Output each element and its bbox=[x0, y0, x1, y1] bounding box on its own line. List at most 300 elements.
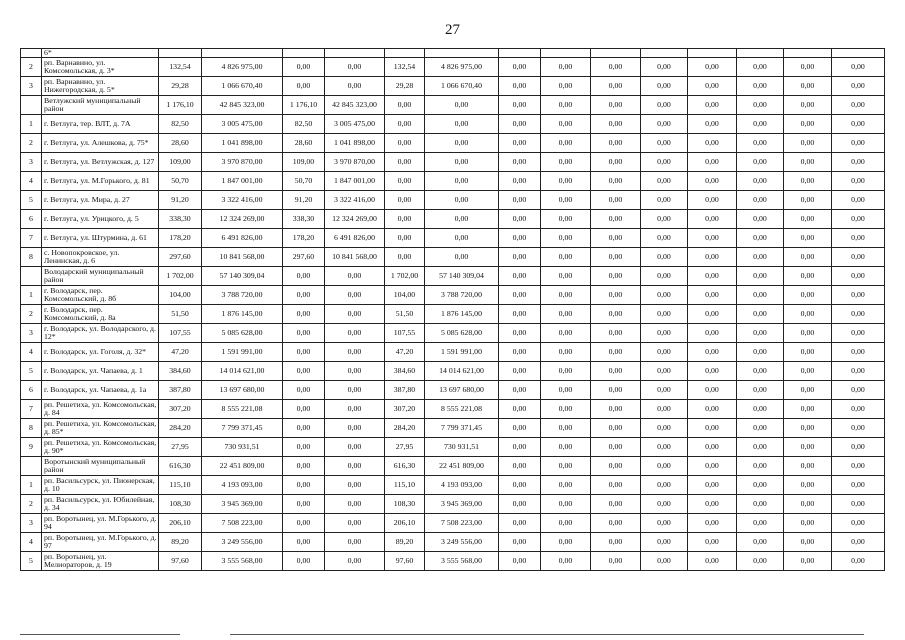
value-cell: 0,00 bbox=[385, 96, 425, 115]
value-cell: 1 702,00 bbox=[159, 267, 202, 286]
value-cell: 0,00 bbox=[832, 191, 885, 210]
value-cell: 0,00 bbox=[784, 457, 832, 476]
value-cell: 0,00 bbox=[425, 229, 499, 248]
document-sheet bbox=[20, 48, 864, 571]
value-cell: 1 176,10 bbox=[159, 96, 202, 115]
value-cell: 0,00 bbox=[784, 533, 832, 552]
value-cell: 0,00 bbox=[737, 210, 784, 229]
address-cell: Воротынский муниципальный район bbox=[42, 457, 159, 476]
address-cell: рп. Воротынец, ул. М.Горького, д. 97 bbox=[42, 533, 159, 552]
value-cell: 7 508 223,00 bbox=[425, 514, 499, 533]
value-cell: 0,00 bbox=[832, 381, 885, 400]
value-cell: 115,10 bbox=[159, 476, 202, 495]
row-number-cell bbox=[21, 267, 42, 286]
table-row bbox=[21, 58, 885, 77]
value-cell: 0,00 bbox=[737, 533, 784, 552]
address-cell: г. Володарск, ул. Гоголя, д. 32* bbox=[42, 343, 159, 362]
value-cell: 0,00 bbox=[784, 267, 832, 286]
value-cell: 0,00 bbox=[283, 400, 325, 419]
value-cell: 89,20 bbox=[385, 533, 425, 552]
value-cell: 0,00 bbox=[641, 248, 688, 267]
address-cell: рп. Решетиха, ул. Комсомольская, д. 85* bbox=[42, 419, 159, 438]
value-cell: 1 066 670,40 bbox=[202, 77, 283, 96]
value-cell: 0,00 bbox=[325, 324, 385, 343]
address-cell: рп. Решетиха, ул. Комсомольская, д. 90* bbox=[42, 438, 159, 457]
page-number: 27 bbox=[445, 22, 460, 38]
value-cell: 0,00 bbox=[784, 58, 832, 77]
value-cell: 3 970 870,00 bbox=[202, 153, 283, 172]
value-cell: 3 249 556,00 bbox=[202, 533, 283, 552]
value-cell: 0,00 bbox=[499, 77, 541, 96]
value-cell: 0,00 bbox=[325, 514, 385, 533]
value-cell: 0,00 bbox=[784, 305, 832, 324]
value-cell: 0,00 bbox=[737, 495, 784, 514]
value-cell: 0,00 bbox=[737, 96, 784, 115]
address-cell: рп. Воротынец, ул. М.Горького, д. 94 bbox=[42, 514, 159, 533]
table-row bbox=[21, 172, 885, 191]
value-cell: 0,00 bbox=[641, 134, 688, 153]
value-cell: 1 876 145,00 bbox=[202, 305, 283, 324]
value-cell: 0,00 bbox=[591, 248, 641, 267]
value-cell: 1 591 991,00 bbox=[425, 343, 499, 362]
value-cell: 0,00 bbox=[784, 495, 832, 514]
value-cell: 0,00 bbox=[784, 381, 832, 400]
row-number-cell: 4 bbox=[21, 343, 42, 362]
value-cell: 0,00 bbox=[425, 153, 499, 172]
value-cell: 0,00 bbox=[832, 115, 885, 134]
value-cell: 0,00 bbox=[832, 438, 885, 457]
value-cell: 0,00 bbox=[784, 552, 832, 571]
value-cell: 1 702,00 bbox=[385, 267, 425, 286]
value-cell: 387,80 bbox=[159, 381, 202, 400]
value-cell: 29,28 bbox=[385, 77, 425, 96]
value-cell: 0,00 bbox=[591, 286, 641, 305]
value-cell: 0,00 bbox=[541, 476, 591, 495]
value-cell: 0,00 bbox=[591, 191, 641, 210]
value-cell: 0,00 bbox=[688, 248, 737, 267]
value-cell: 387,80 bbox=[385, 381, 425, 400]
address-cell: г. Ветлуга, ул. М.Горького, д. 81 bbox=[42, 172, 159, 191]
value-cell: 0,00 bbox=[541, 305, 591, 324]
value-cell: 297,60 bbox=[283, 248, 325, 267]
address-cell: г. Володарск, ул. Чапаева, д. 1а bbox=[42, 381, 159, 400]
value-cell: 4 193 093,00 bbox=[202, 476, 283, 495]
value-cell: 0,00 bbox=[737, 77, 784, 96]
value-cell: 0,00 bbox=[641, 172, 688, 191]
value-cell: 0,00 bbox=[641, 457, 688, 476]
value-cell: 0,00 bbox=[641, 552, 688, 571]
value-cell: 29,28 bbox=[159, 77, 202, 96]
value-cell: 0,00 bbox=[832, 419, 885, 438]
table-row bbox=[21, 267, 885, 286]
value-cell: 5 085 628,00 bbox=[425, 324, 499, 343]
value-cell: 0,00 bbox=[541, 419, 591, 438]
value-cell: 0,00 bbox=[832, 210, 885, 229]
value-cell: 5 085 628,00 bbox=[202, 324, 283, 343]
value-cell: 0,00 bbox=[499, 96, 541, 115]
value-cell: 0,00 bbox=[832, 286, 885, 305]
value-cell: 12 324 269,00 bbox=[202, 210, 283, 229]
value-cell: 0,00 bbox=[325, 58, 385, 77]
value-cell: 0,00 bbox=[385, 210, 425, 229]
value-cell: 1 847 001,00 bbox=[202, 172, 283, 191]
value-cell: 0,00 bbox=[784, 134, 832, 153]
value-cell: 115,10 bbox=[385, 476, 425, 495]
value-cell: 0,00 bbox=[737, 58, 784, 77]
value-cell: 27,95 bbox=[159, 438, 202, 457]
table-row bbox=[21, 229, 885, 248]
value-cell: 178,20 bbox=[159, 229, 202, 248]
table-row bbox=[21, 381, 885, 400]
value-cell: 42 845 323,00 bbox=[325, 96, 385, 115]
value-cell: 0,00 bbox=[641, 286, 688, 305]
value-cell: 14 014 621,00 bbox=[202, 362, 283, 381]
value-cell: 0,00 bbox=[641, 115, 688, 134]
value-cell: 0,00 bbox=[499, 476, 541, 495]
value-cell: 0,00 bbox=[325, 362, 385, 381]
value-cell: 1 876 145,00 bbox=[425, 305, 499, 324]
value-cell: 28,60 bbox=[283, 134, 325, 153]
value-cell: 50,70 bbox=[283, 172, 325, 191]
table-row bbox=[21, 400, 885, 419]
row-number-cell: 6 bbox=[21, 210, 42, 229]
value-cell: 384,60 bbox=[159, 362, 202, 381]
value-cell: 0,00 bbox=[499, 58, 541, 77]
value-cell: 0,00 bbox=[641, 343, 688, 362]
value-cell: 384,60 bbox=[385, 362, 425, 381]
value-cell: 50,70 bbox=[159, 172, 202, 191]
row-number-cell: 9 bbox=[21, 438, 42, 457]
value-cell: 0,00 bbox=[385, 229, 425, 248]
value-cell: 0,00 bbox=[688, 96, 737, 115]
value-cell: 0,00 bbox=[541, 210, 591, 229]
address-cell: Володарский муниципальный район bbox=[42, 267, 159, 286]
value-cell: 0,00 bbox=[688, 267, 737, 286]
value-cell: 0,00 bbox=[499, 514, 541, 533]
table-row bbox=[21, 362, 885, 381]
value-cell: 4 193 093,00 bbox=[425, 476, 499, 495]
table-row bbox=[21, 476, 885, 495]
value-cell: 0,00 bbox=[385, 248, 425, 267]
value-cell: 0,00 bbox=[283, 305, 325, 324]
value-cell: 7 799 371,45 bbox=[202, 419, 283, 438]
value-cell: 0,00 bbox=[737, 286, 784, 305]
value-cell: 0,00 bbox=[688, 77, 737, 96]
value-cell: 0,00 bbox=[641, 362, 688, 381]
value-cell: 0,00 bbox=[325, 476, 385, 495]
value-cell: 0,00 bbox=[541, 77, 591, 96]
value-cell: 730 931,51 bbox=[202, 438, 283, 457]
row-number-cell: 6 bbox=[21, 381, 42, 400]
value-cell: 0,00 bbox=[325, 286, 385, 305]
value-cell: 0,00 bbox=[591, 476, 641, 495]
value-cell: 0,00 bbox=[591, 153, 641, 172]
row-number-cell bbox=[21, 457, 42, 476]
value-cell: 12 324 269,00 bbox=[325, 210, 385, 229]
value-cell: 0,00 bbox=[499, 229, 541, 248]
value-cell: 0,00 bbox=[688, 457, 737, 476]
value-cell: 97,60 bbox=[159, 552, 202, 571]
value-cell: 0,00 bbox=[541, 381, 591, 400]
value-cell: 0,00 bbox=[325, 419, 385, 438]
value-cell: 47,20 bbox=[159, 343, 202, 362]
address-cell: рп. Васильсурск, ул. Юбилейная, д. 34 bbox=[42, 495, 159, 514]
row-number-cell bbox=[21, 96, 42, 115]
value-cell: 0,00 bbox=[832, 77, 885, 96]
value-cell: 0,00 bbox=[499, 552, 541, 571]
table-row bbox=[21, 248, 885, 267]
value-cell: 0,00 bbox=[832, 58, 885, 77]
value-cell: 0,00 bbox=[784, 514, 832, 533]
value-cell: 0,00 bbox=[688, 153, 737, 172]
value-cell: 132,54 bbox=[159, 58, 202, 77]
value-cell: 0,00 bbox=[737, 153, 784, 172]
value-cell: 0,00 bbox=[737, 476, 784, 495]
value-cell: 297,60 bbox=[159, 248, 202, 267]
value-cell: 89,20 bbox=[159, 533, 202, 552]
value-cell: 0,00 bbox=[283, 381, 325, 400]
value-cell: 0,00 bbox=[688, 172, 737, 191]
address-cell: рп. Васильсурск, ул. Пионерская, д. 10 bbox=[42, 476, 159, 495]
table-row bbox=[21, 438, 885, 457]
value-cell: 0,00 bbox=[499, 191, 541, 210]
value-cell: 0,00 bbox=[832, 362, 885, 381]
capital-repair-table bbox=[20, 48, 885, 571]
value-cell: 0,00 bbox=[325, 400, 385, 419]
value-cell: 0,00 bbox=[591, 457, 641, 476]
value-cell: 0,00 bbox=[688, 476, 737, 495]
value-cell: 0,00 bbox=[283, 457, 325, 476]
value-cell: 0,00 bbox=[385, 153, 425, 172]
row-number-cell bbox=[21, 49, 42, 58]
value-cell: 82,50 bbox=[283, 115, 325, 134]
value-cell: 97,60 bbox=[385, 552, 425, 571]
value-cell: 0,00 bbox=[641, 419, 688, 438]
value-cell: 0,00 bbox=[541, 343, 591, 362]
value-cell: 0,00 bbox=[283, 286, 325, 305]
value-cell: 0,00 bbox=[737, 343, 784, 362]
value-cell: 0,00 bbox=[591, 381, 641, 400]
value-cell: 0,00 bbox=[591, 495, 641, 514]
value-cell: 0,00 bbox=[641, 305, 688, 324]
address-cell: г. Ветлуга, ул. Урицкого, д. 5 bbox=[42, 210, 159, 229]
value-cell: 0,00 bbox=[737, 134, 784, 153]
value-cell: 0,00 bbox=[832, 324, 885, 343]
value-cell: 0,00 bbox=[325, 495, 385, 514]
table-row bbox=[21, 210, 885, 229]
value-cell: 0,00 bbox=[541, 134, 591, 153]
value-cell: 0,00 bbox=[283, 495, 325, 514]
value-cell: 0,00 bbox=[499, 267, 541, 286]
value-cell: 0,00 bbox=[784, 172, 832, 191]
value-cell: 1 176,10 bbox=[283, 96, 325, 115]
table-row bbox=[21, 305, 885, 324]
value-cell: 0,00 bbox=[832, 476, 885, 495]
value-cell: 0,00 bbox=[641, 476, 688, 495]
address-cell: Ветлужский муниципальный район bbox=[42, 96, 159, 115]
value-cell: 0,00 bbox=[541, 400, 591, 419]
value-cell: 0,00 bbox=[688, 191, 737, 210]
value-cell: 0,00 bbox=[832, 457, 885, 476]
value-cell: 0,00 bbox=[784, 115, 832, 134]
address-cell: г. Ветлуга, тер. ВЛТ, д. 7А bbox=[42, 115, 159, 134]
value-cell: 0,00 bbox=[425, 210, 499, 229]
value-cell: 0,00 bbox=[425, 191, 499, 210]
value-cell: 0,00 bbox=[832, 400, 885, 419]
value-cell: 0,00 bbox=[591, 419, 641, 438]
value-cell: 0,00 bbox=[641, 533, 688, 552]
value-cell: 0,00 bbox=[784, 96, 832, 115]
value-cell: 0,00 bbox=[541, 191, 591, 210]
address-cell: г. Володарск, пер. Комсомольский, д. 8а bbox=[42, 305, 159, 324]
value-cell: 0,00 bbox=[784, 362, 832, 381]
value-cell: 0,00 bbox=[737, 267, 784, 286]
value-cell: 10 841 568,00 bbox=[325, 248, 385, 267]
value-cell: 0,00 bbox=[784, 210, 832, 229]
value-cell: 0,00 bbox=[737, 115, 784, 134]
table-row-fragment bbox=[21, 49, 885, 58]
value-cell: 0,00 bbox=[283, 77, 325, 96]
value-cell: 0,00 bbox=[688, 134, 737, 153]
value-cell: 0,00 bbox=[541, 533, 591, 552]
value-cell: 0,00 bbox=[641, 514, 688, 533]
value-cell: 0,00 bbox=[832, 305, 885, 324]
value-cell: 0,00 bbox=[688, 286, 737, 305]
row-number-cell: 4 bbox=[21, 533, 42, 552]
value-cell: 0,00 bbox=[325, 305, 385, 324]
value-cell: 10 841 568,00 bbox=[202, 248, 283, 267]
value-cell: 0,00 bbox=[385, 134, 425, 153]
value-cell: 0,00 bbox=[737, 400, 784, 419]
value-cell: 6 491 826,00 bbox=[325, 229, 385, 248]
table-row bbox=[21, 514, 885, 533]
table-row bbox=[21, 191, 885, 210]
value-cell: 0,00 bbox=[541, 96, 591, 115]
value-cell: 0,00 bbox=[385, 172, 425, 191]
value-cell: 0,00 bbox=[499, 438, 541, 457]
value-cell: 0,00 bbox=[541, 153, 591, 172]
address-cell: г. Володарск, ул. Чапаева, д. 1 bbox=[42, 362, 159, 381]
value-cell: 1 591 991,00 bbox=[202, 343, 283, 362]
value-cell: 0,00 bbox=[784, 191, 832, 210]
value-cell: 0,00 bbox=[385, 191, 425, 210]
value-cell: 0,00 bbox=[784, 419, 832, 438]
value-cell: 0,00 bbox=[641, 210, 688, 229]
value-cell: 0,00 bbox=[641, 58, 688, 77]
value-cell: 1 041 898,00 bbox=[325, 134, 385, 153]
value-cell: 0,00 bbox=[541, 229, 591, 248]
value-cell: 0,00 bbox=[832, 134, 885, 153]
value-cell: 0,00 bbox=[325, 267, 385, 286]
value-cell: 0,00 bbox=[737, 457, 784, 476]
value-cell: 0,00 bbox=[499, 248, 541, 267]
value-cell: 284,20 bbox=[385, 419, 425, 438]
value-cell: 0,00 bbox=[591, 438, 641, 457]
value-cell: 206,10 bbox=[385, 514, 425, 533]
value-cell: 3 005 475,00 bbox=[325, 115, 385, 134]
value-cell: 0,00 bbox=[541, 115, 591, 134]
table-row bbox=[21, 134, 885, 153]
value-cell: 0,00 bbox=[591, 172, 641, 191]
value-cell: 6 491 826,00 bbox=[202, 229, 283, 248]
value-cell: 0,00 bbox=[591, 400, 641, 419]
value-cell: 0,00 bbox=[688, 419, 737, 438]
value-cell: 0,00 bbox=[688, 400, 737, 419]
value-cell: 108,30 bbox=[385, 495, 425, 514]
value-cell: 0,00 bbox=[325, 438, 385, 457]
address-cell: рп. Решетиха, ул. Комсомольская, д. 84 bbox=[42, 400, 159, 419]
value-cell: 0,00 bbox=[784, 153, 832, 172]
bottom-cut-line bbox=[20, 634, 180, 635]
value-cell: 27,95 bbox=[385, 438, 425, 457]
value-cell: 0,00 bbox=[737, 419, 784, 438]
value-cell: 0,00 bbox=[641, 77, 688, 96]
value-cell: 13 697 680,00 bbox=[202, 381, 283, 400]
address-cell: г. Ветлуга, ул. Мира, д. 27 bbox=[42, 191, 159, 210]
value-cell: 0,00 bbox=[325, 343, 385, 362]
value-cell: 0,00 bbox=[832, 229, 885, 248]
row-number-cell: 3 bbox=[21, 514, 42, 533]
value-cell: 82,50 bbox=[159, 115, 202, 134]
table-row bbox=[21, 77, 885, 96]
value-cell: 0,00 bbox=[737, 514, 784, 533]
value-cell: 1 847 001,00 bbox=[325, 172, 385, 191]
table-row bbox=[21, 153, 885, 172]
value-cell: 0,00 bbox=[737, 305, 784, 324]
address-cell: рп. Воротынец, ул. Мелиораторов, д. 19 bbox=[42, 552, 159, 571]
value-cell: 0,00 bbox=[499, 134, 541, 153]
value-cell: 0,00 bbox=[737, 324, 784, 343]
value-cell: 0,00 bbox=[832, 343, 885, 362]
value-cell: 4 826 975,00 bbox=[425, 58, 499, 77]
value-cell: 0,00 bbox=[283, 533, 325, 552]
value-cell: 0,00 bbox=[425, 172, 499, 191]
value-cell: 0,00 bbox=[541, 495, 591, 514]
value-cell: 0,00 bbox=[283, 476, 325, 495]
value-cell: 0,00 bbox=[499, 495, 541, 514]
value-cell: 91,20 bbox=[159, 191, 202, 210]
address-cell: 6* bbox=[42, 49, 159, 58]
value-cell: 3 249 556,00 bbox=[425, 533, 499, 552]
value-cell: 0,00 bbox=[499, 172, 541, 191]
value-cell: 0,00 bbox=[425, 134, 499, 153]
value-cell: 0,00 bbox=[688, 514, 737, 533]
value-cell: 3 555 568,00 bbox=[202, 552, 283, 571]
value-cell: 0,00 bbox=[499, 305, 541, 324]
row-number-cell: 1 bbox=[21, 476, 42, 495]
row-number-cell: 1 bbox=[21, 115, 42, 134]
value-cell: 338,30 bbox=[283, 210, 325, 229]
value-cell: 0,00 bbox=[499, 419, 541, 438]
value-cell: 307,20 bbox=[159, 400, 202, 419]
value-cell: 0,00 bbox=[688, 343, 737, 362]
value-cell: 616,30 bbox=[159, 457, 202, 476]
value-cell: 0,00 bbox=[591, 305, 641, 324]
value-cell: 0,00 bbox=[499, 400, 541, 419]
value-cell: 0,00 bbox=[688, 495, 737, 514]
value-cell: 0,00 bbox=[784, 286, 832, 305]
value-cell: 0,00 bbox=[283, 343, 325, 362]
value-cell: 0,00 bbox=[283, 362, 325, 381]
value-cell: 0,00 bbox=[591, 267, 641, 286]
value-cell: 0,00 bbox=[283, 419, 325, 438]
value-cell: 0,00 bbox=[499, 286, 541, 305]
value-cell: 28,60 bbox=[159, 134, 202, 153]
value-cell: 91,20 bbox=[283, 191, 325, 210]
value-cell: 0,00 bbox=[325, 457, 385, 476]
value-cell: 0,00 bbox=[591, 96, 641, 115]
value-cell: 22 451 809,00 bbox=[202, 457, 283, 476]
